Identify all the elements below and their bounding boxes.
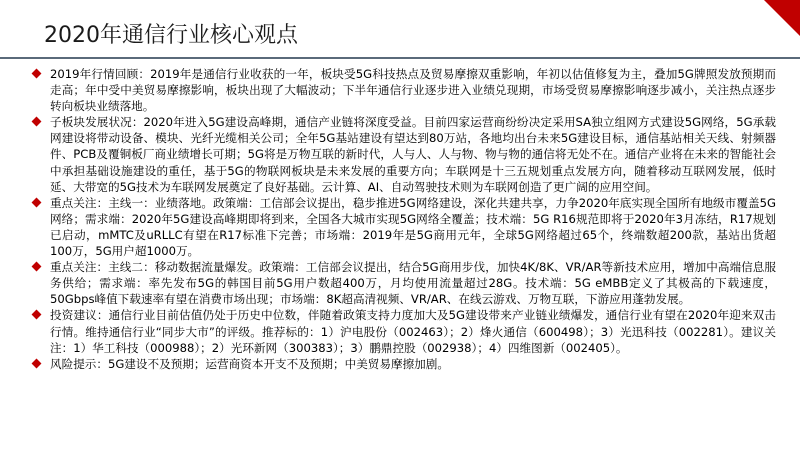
list-item-risk-warning (32, 356, 776, 372)
list-item-text: 风险提示：5G建设不及预期；运营商资本开支不及预期；中美贸易摩擦加剧。 (50, 356, 449, 371)
diamond-bullet-icon (32, 262, 42, 272)
list-item-text: 投资建议：通信行业目前估值仍处于历史中位数，伴随着政策支持力度加大及5G建设带来产业链业绩爆发，通信行业有望在2020年迎来双击行情。维持通信行业“同步大市”的评级。推荐标的：1）沪电股份（002463）；2）烽火通信（600498）；3）光迅科技（002281）。建议关注：1）华工科技（000988）；2）光环新网（300383）；3）鹏鼎控股（002938）；4）四维图新（002405）。 (50, 308, 776, 355)
list-item-sub-sector-status (32, 114, 776, 194)
list-item-text: 重点关注：主线一：业绩落地。政策端：工信部会议提出，稳步推进5G网络建设，深化共建共享，力争2020年底实现全国所有地级市覆盖5G网络；需求端：2020年5G建设高峰期即将到来，全国各大城市实现5G网络全覆盖；技术端：5G R16规范即将于2020年3月冻结，R17规划已启动，mMTC及uRLLC有望在R17标准下完善；市场端：2019年是5G商用元年，全球5G网络超过65个，终端数超200款，基站出货超100万，5G用户超1000万。 (50, 195, 776, 259)
page-title: 2020年通信行业核心观点 (44, 23, 298, 48)
list-item-market-review (32, 66, 776, 114)
corner-accent (764, 0, 800, 36)
diamond-bullet-icon (32, 69, 42, 79)
diamond-bullet-icon (32, 197, 42, 207)
list-item-focus-line-one (32, 195, 776, 259)
list-item-investment-advice (32, 307, 776, 355)
list-item-text: 重点关注：主线二：移动数据流量爆发。政策端：工信部会议提出，结合5G商用步伐，加快4K/8K、VR/AR等新技术应用，增加中高端信息服务供给；需求端：率先发布5G的韩国目前5G用户数超400万，月均使用流量超过28G。技术端：5G eMBB定义了其极高的下载速度，50Gbps峰值下载速率有望在消费市场出现；市场端：8K超高清视频、VR/AR、在线云游戏、万物互联，下游应用蓬勃发展。 (50, 260, 776, 307)
list-item-text: 2019年行情回顾：2019年是通信行业收获的一年，板块受5G科技热点及贸易摩擦双重影响，年初以估值修复为主，叠加5G牌照发放预期而走高；年中受中美贸易摩擦影响，板块出现了大幅波动；下半年通信行业逐步进入业绩兑现期，市场受贸易摩擦影响逐步减小，关注热点逐步转向板块业绩落地。 (50, 67, 776, 114)
list-item-text: 子板块发展状况：2020年进入5G建设高峰期，通信产业链将深度受益。目前四家运营商纷纷决定采用SA独立组网方式建设5G网络，5G承载网建设将带动设备、模块、光纤光缆相关公司；全年5G基站建设有望达到80万站，各地均出台未来5G建设目标，通信基站相关天线、射频器件、PCB及覆铜板厂商业绩增长可期；5G将是万物互联的新时代，人与人、人与物、物与物的通信将无处不在。通信产业将在未来的智能社会中承担基础设施建设的重任，基于5G的物联网板块是未来发展的重要方向；车联网是十三五规划重点发展方向，随着移动互联网发展，低时延、大带宽的5G技术为车联网发展奠定了良好基础。云计算、AI、自动驾驶技术则为车联网创造了更广阔的应用空间。 (50, 115, 776, 194)
list-item-focus-line-two (32, 259, 776, 307)
bullet-list (32, 66, 776, 372)
title-divider (0, 57, 800, 59)
diamond-bullet-icon (32, 117, 42, 127)
diamond-bullet-icon (32, 358, 42, 368)
diamond-bullet-icon (32, 310, 42, 320)
